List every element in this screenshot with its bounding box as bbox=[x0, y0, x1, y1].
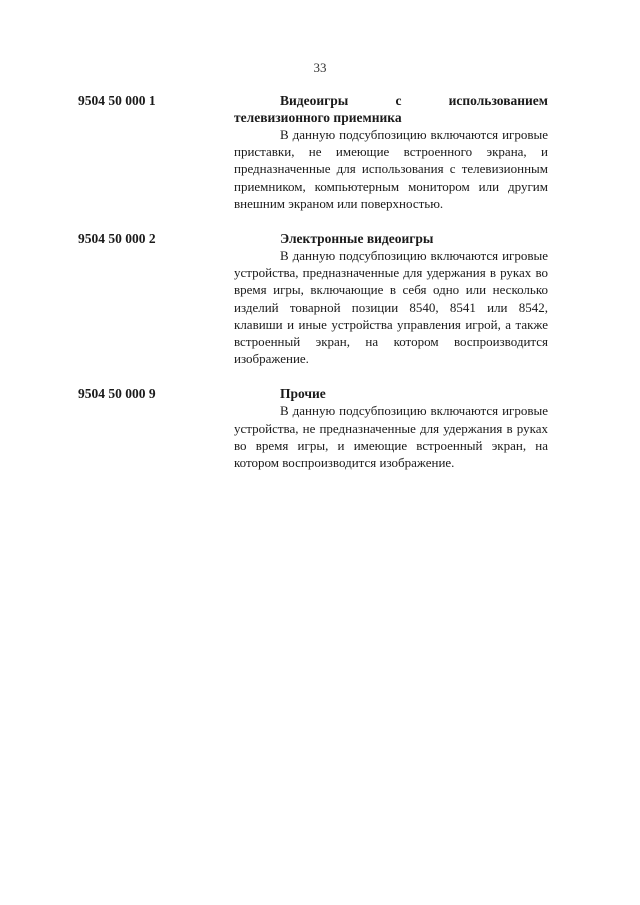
entry-content bbox=[234, 230, 548, 367]
tariff-entry bbox=[78, 92, 548, 212]
tariff-entries bbox=[78, 92, 548, 489]
entry-title: Электронные видеоигры bbox=[280, 231, 434, 247]
entry-content bbox=[234, 385, 548, 471]
tariff-entry bbox=[78, 385, 548, 471]
page-number: 33 bbox=[313, 60, 327, 75]
entry-description: В данную подсубпозицию включаются игровые устройства, не предназначенные для удержания в руках во время игры, и имеющие встроенный экран, на котором воспроизводится изображение. bbox=[234, 403, 548, 471]
tariff-code: 9504 50 000 9 bbox=[78, 386, 156, 402]
entry-content bbox=[234, 92, 548, 212]
tariff-entry bbox=[78, 230, 548, 367]
tariff-code: 9504 50 000 1 bbox=[78, 93, 156, 108]
entry-description: В данную подсубпозицию включаются игровые устройства, предназначенные для удержания в руках во время игры, включающие в себя одно или несколько изделий товарной позиции 8540, 8541 или 8542, клавиши и иные устройства управления игрой, а также встроенный экран, на котором воспроизводится изображение. bbox=[234, 248, 548, 367]
tariff-code: 9504 50 000 2 bbox=[78, 231, 156, 247]
entry-title: Видеоигры с использованием телевизионного приемника bbox=[234, 93, 548, 125]
entry-title: Прочие bbox=[280, 386, 326, 402]
entry-description: В данную подсубпозицию включаются игровые приставки, не имеющие встроенного экрана, и предназначенные для использования с телевизионным приемником, компьютерным монитором или другим внешним экраном или поверхностью. bbox=[234, 127, 548, 211]
